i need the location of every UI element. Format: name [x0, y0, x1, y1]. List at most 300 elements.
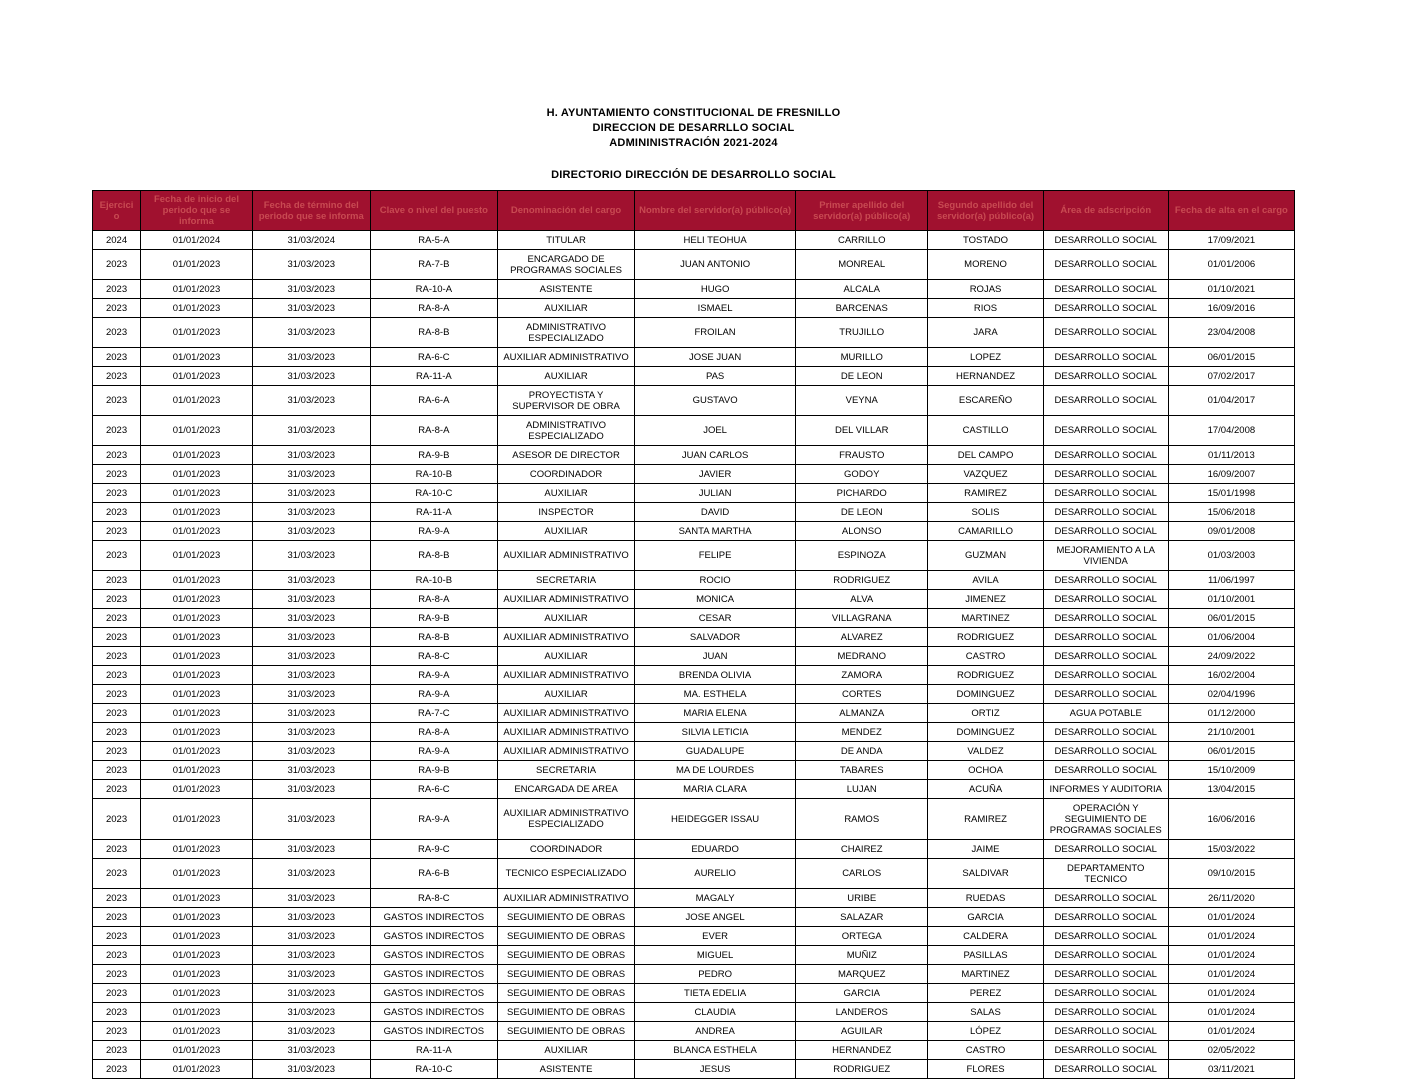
cell: 2023 [93, 318, 141, 348]
cell: RA-10-B [370, 465, 497, 484]
cell: DE LEON [796, 503, 928, 522]
cell: 01/01/2023 [141, 965, 253, 984]
cell: MORENO [928, 250, 1043, 280]
cell: 01/01/2023 [141, 318, 253, 348]
cell: RA-9-A [370, 666, 497, 685]
table-row [93, 503, 1295, 522]
cell: LOPEZ [928, 348, 1043, 367]
cell: ADMINISTRATIVO ESPECIALIZADO [498, 416, 635, 446]
cell: FELIPE [635, 541, 796, 571]
cell: 2023 [93, 666, 141, 685]
cell: RA-10-A [370, 280, 497, 299]
column-header-6: Nombre del servidor(a) público(a) [635, 191, 796, 231]
cell: SEGUIMIENTO DE OBRAS [498, 965, 635, 984]
cell: SECRETARIA [498, 761, 635, 780]
table-row [93, 984, 1295, 1003]
cell: 31/03/2023 [252, 541, 370, 571]
cell: RA-8-B [370, 318, 497, 348]
cell: DESARROLLO SOCIAL [1043, 1060, 1168, 1079]
cell: MONICA [635, 590, 796, 609]
cell: LUJAN [796, 780, 928, 799]
cell: JUAN CARLOS [635, 446, 796, 465]
cell: 01/01/2023 [141, 250, 253, 280]
cell: LANDEROS [796, 1003, 928, 1022]
cell: 2023 [93, 386, 141, 416]
title-line-1: H. AYUNTAMIENTO CONSTITUCIONAL DE FRESNILLO [546, 107, 841, 119]
cell: ASISTENTE [498, 1060, 635, 1079]
cell: DEPARTAMENTO TECNICO [1043, 859, 1168, 889]
cell: RAMIREZ [928, 484, 1043, 503]
cell: 06/01/2015 [1168, 742, 1294, 761]
cell: 2023 [93, 1060, 141, 1079]
cell: 31/03/2023 [252, 1003, 370, 1022]
cell: 2023 [93, 984, 141, 1003]
cell: ROCIO [635, 571, 796, 590]
cell: AUXILIAR [498, 299, 635, 318]
cell: 15/03/2022 [1168, 840, 1294, 859]
cell: GARCIA [928, 908, 1043, 927]
cell: 01/01/2023 [141, 666, 253, 685]
cell: HERNANDEZ [928, 367, 1043, 386]
cell: DESARROLLO SOCIAL [1043, 522, 1168, 541]
cell: AUXILIAR ADMINISTRATIVO [498, 742, 635, 761]
cell: 01/01/2023 [141, 859, 253, 889]
cell: PICHARDO [796, 484, 928, 503]
cell: RODRIGUEZ [796, 1060, 928, 1079]
column-header-5: Denominación del cargo [498, 191, 635, 231]
cell: 31/03/2023 [252, 484, 370, 503]
cell: SEGUIMIENTO DE OBRAS [498, 984, 635, 1003]
cell: AUXILIAR [498, 367, 635, 386]
cell: 2023 [93, 367, 141, 386]
cell: 06/01/2015 [1168, 609, 1294, 628]
cell: 2023 [93, 647, 141, 666]
cell: MENDEZ [796, 723, 928, 742]
cell: 31/03/2023 [252, 609, 370, 628]
cell: 01/01/2006 [1168, 250, 1294, 280]
table-row [93, 1003, 1295, 1022]
cell: 01/01/2024 [141, 231, 253, 250]
cell: DESARROLLO SOCIAL [1043, 231, 1168, 250]
table-row [93, 348, 1295, 367]
cell: 01/01/2023 [141, 628, 253, 647]
cell: 2023 [93, 446, 141, 465]
cell: RA-11-A [370, 1041, 497, 1060]
cell: DESARROLLO SOCIAL [1043, 647, 1168, 666]
cell: ALVA [796, 590, 928, 609]
cell: 2023 [93, 685, 141, 704]
cell: 31/03/2023 [252, 666, 370, 685]
cell: RAMIREZ [928, 799, 1043, 840]
cell: 16/09/2007 [1168, 465, 1294, 484]
cell: MARQUEZ [796, 965, 928, 984]
cell: RA-10-C [370, 1060, 497, 1079]
cell: RA-9-C [370, 840, 497, 859]
cell: 01/01/2023 [141, 742, 253, 761]
table-row [93, 628, 1295, 647]
cell: 31/03/2024 [252, 231, 370, 250]
cell: DESARROLLO SOCIAL [1043, 416, 1168, 446]
cell: MA. ESTHELA [635, 685, 796, 704]
cell: 01/01/2024 [1168, 1022, 1294, 1041]
cell: RA-8-A [370, 590, 497, 609]
cell: 15/10/2009 [1168, 761, 1294, 780]
cell: DESARROLLO SOCIAL [1043, 840, 1168, 859]
cell: DESARROLLO SOCIAL [1043, 386, 1168, 416]
cell: SALAS [928, 1003, 1043, 1022]
cell: 31/03/2023 [252, 465, 370, 484]
cell: DESARROLLO SOCIAL [1043, 367, 1168, 386]
cell: DESARROLLO SOCIAL [1043, 609, 1168, 628]
cell: 2023 [93, 280, 141, 299]
cell: ASESOR DE DIRECTOR [498, 446, 635, 465]
cell: 01/01/2023 [141, 465, 253, 484]
cell: SEGUIMIENTO DE OBRAS [498, 908, 635, 927]
cell: 31/03/2023 [252, 946, 370, 965]
cell: DESARROLLO SOCIAL [1043, 590, 1168, 609]
table-row [93, 666, 1295, 685]
cell: 01/01/2023 [141, 780, 253, 799]
table-row [93, 484, 1295, 503]
cell: 2024 [93, 231, 141, 250]
cell: 24/09/2022 [1168, 647, 1294, 666]
directory-table [92, 190, 1295, 1079]
cell: 31/03/2023 [252, 1041, 370, 1060]
cell: 01/01/2023 [141, 927, 253, 946]
cell: MURILLO [796, 348, 928, 367]
cell: 01/01/2024 [1168, 984, 1294, 1003]
cell: 02/05/2022 [1168, 1041, 1294, 1060]
cell: SEGUIMIENTO DE OBRAS [498, 1003, 635, 1022]
cell: RA-9-A [370, 522, 497, 541]
cell: 2023 [93, 1003, 141, 1022]
table-row [93, 1060, 1295, 1079]
cell: 2023 [93, 299, 141, 318]
cell: DESARROLLO SOCIAL [1043, 742, 1168, 761]
cell: 21/10/2001 [1168, 723, 1294, 742]
table-row [93, 704, 1295, 723]
cell: 2023 [93, 704, 141, 723]
cell: 01/01/2024 [1168, 1003, 1294, 1022]
cell: ACUÑA [928, 780, 1043, 799]
cell: ESCAREÑO [928, 386, 1043, 416]
cell: 01/01/2023 [141, 522, 253, 541]
title-line-2: DIRECCION DE DESARRLLO SOCIAL [592, 122, 795, 134]
cell: 31/03/2023 [252, 250, 370, 280]
cell: 15/01/1998 [1168, 484, 1294, 503]
cell: GUSTAVO [635, 386, 796, 416]
cell: 31/03/2023 [252, 742, 370, 761]
cell: RA-11-A [370, 367, 497, 386]
cell: 01/12/2000 [1168, 704, 1294, 723]
cell: 2023 [93, 946, 141, 965]
cell: 31/03/2023 [252, 348, 370, 367]
cell: 01/01/2023 [141, 367, 253, 386]
cell: 31/03/2023 [252, 723, 370, 742]
cell: DESARROLLO SOCIAL [1043, 984, 1168, 1003]
cell: 31/03/2023 [252, 571, 370, 590]
cell: 31/03/2023 [252, 984, 370, 1003]
cell: AUXILIAR [498, 647, 635, 666]
cell: 2023 [93, 503, 141, 522]
cell: DOMINGUEZ [928, 723, 1043, 742]
cell: AURELIO [635, 859, 796, 889]
cell: AUXILIAR ADMINISTRATIVO [498, 704, 635, 723]
cell: EDUARDO [635, 840, 796, 859]
cell: 01/01/2023 [141, 761, 253, 780]
cell: 2023 [93, 628, 141, 647]
column-header-1: Ejercicio [93, 191, 141, 231]
cell: SALAZAR [796, 908, 928, 927]
cell: CALDERA [928, 927, 1043, 946]
cell: RA-10-C [370, 484, 497, 503]
cell: 31/03/2023 [252, 908, 370, 927]
table-row [93, 522, 1295, 541]
cell: 01/01/2023 [141, 1022, 253, 1041]
cell: 01/01/2023 [141, 723, 253, 742]
table-row [93, 780, 1295, 799]
cell: 15/06/2018 [1168, 503, 1294, 522]
table-row [93, 723, 1295, 742]
cell: AUXILIAR ADMINISTRATIVO [498, 541, 635, 571]
cell: GODOY [796, 465, 928, 484]
table-row [93, 609, 1295, 628]
cell: 31/03/2023 [252, 590, 370, 609]
cell: MUÑIZ [796, 946, 928, 965]
cell: ESPINOZA [796, 541, 928, 571]
cell: 02/04/1996 [1168, 685, 1294, 704]
cell: 2023 [93, 571, 141, 590]
cell: CASTRO [928, 1041, 1043, 1060]
cell: 2023 [93, 609, 141, 628]
document-header [92, 106, 1295, 183]
cell: 31/03/2023 [252, 704, 370, 723]
table-row [93, 250, 1295, 280]
cell: DESARROLLO SOCIAL [1043, 503, 1168, 522]
cell: 03/11/2021 [1168, 1060, 1294, 1079]
cell: JULIAN [635, 484, 796, 503]
cell: ENCARGADO DE PROGRAMAS SOCIALES [498, 250, 635, 280]
cell: 2023 [93, 908, 141, 927]
cell: RODRIGUEZ [928, 628, 1043, 647]
cell: MONREAL [796, 250, 928, 280]
cell: LÓPEZ [928, 1022, 1043, 1041]
cell: JARA [928, 318, 1043, 348]
cell: 09/01/2008 [1168, 522, 1294, 541]
cell: 11/06/1997 [1168, 571, 1294, 590]
cell: AUXILIAR ADMINISTRATIVO [498, 889, 635, 908]
table-row [93, 231, 1295, 250]
table-row [93, 1041, 1295, 1060]
cell: JOSE JUAN [635, 348, 796, 367]
cell: DESARROLLO SOCIAL [1043, 250, 1168, 280]
cell: 06/01/2015 [1168, 348, 1294, 367]
cell: AUXILIAR ADMINISTRATIVO ESPECIALIZADO [498, 799, 635, 840]
table-row [93, 318, 1295, 348]
cell: 31/03/2023 [252, 647, 370, 666]
cell: RA-6-B [370, 859, 497, 889]
cell: 01/01/2023 [141, 503, 253, 522]
cell: GUZMAN [928, 541, 1043, 571]
cell: AGUA POTABLE [1043, 704, 1168, 723]
cell: VEYNA [796, 386, 928, 416]
cell: 31/03/2023 [252, 761, 370, 780]
cell: 01/01/2024 [1168, 965, 1294, 984]
cell: DESARROLLO SOCIAL [1043, 280, 1168, 299]
cell: RODRIGUEZ [928, 666, 1043, 685]
cell: MA DE LOURDES [635, 761, 796, 780]
column-header-2: Fecha de inicio del periodo que se informa [141, 191, 253, 231]
cell: RA-7-C [370, 704, 497, 723]
cell: SEGUIMIENTO DE OBRAS [498, 927, 635, 946]
cell: SALVADOR [635, 628, 796, 647]
cell: 2023 [93, 1041, 141, 1060]
cell: 01/01/2023 [141, 386, 253, 416]
cell: BARCENAS [796, 299, 928, 318]
cell: JIMENEZ [928, 590, 1043, 609]
cell: 01/01/2023 [141, 299, 253, 318]
cell: AUXILIAR [498, 609, 635, 628]
table-row [93, 742, 1295, 761]
cell: ANDREA [635, 1022, 796, 1041]
cell: COORDINADOR [498, 465, 635, 484]
cell: 01/10/2021 [1168, 280, 1294, 299]
table-row [93, 908, 1295, 927]
cell: AUXILIAR ADMINISTRATIVO [498, 628, 635, 647]
cell: INFORMES Y AUDITORIA [1043, 780, 1168, 799]
cell: 31/03/2023 [252, 386, 370, 416]
cell: RA-8-A [370, 299, 497, 318]
cell: 01/01/2023 [141, 590, 253, 609]
cell: ALMANZA [796, 704, 928, 723]
column-header-3: Fecha de término del periodo que se informa [252, 191, 370, 231]
cell: 31/03/2023 [252, 859, 370, 889]
cell: HEIDEGGER ISSAU [635, 799, 796, 840]
table-row [93, 446, 1295, 465]
cell: RA-8-A [370, 723, 497, 742]
cell: 01/01/2024 [1168, 946, 1294, 965]
cell: JAIME [928, 840, 1043, 859]
cell: 23/04/2008 [1168, 318, 1294, 348]
cell: 16/06/2016 [1168, 799, 1294, 840]
cell: 2023 [93, 416, 141, 446]
table-row [93, 1022, 1295, 1041]
cell: DESARROLLO SOCIAL [1043, 965, 1168, 984]
cell: 2023 [93, 484, 141, 503]
cell: PEREZ [928, 984, 1043, 1003]
column-header-9: Área de adscripción [1043, 191, 1168, 231]
cell: 01/01/2023 [141, 609, 253, 628]
cell: MEDRANO [796, 647, 928, 666]
cell: HERNANDEZ [796, 1041, 928, 1060]
cell: 16/02/2004 [1168, 666, 1294, 685]
cell: RA-9-B [370, 609, 497, 628]
cell: ISMAEL [635, 299, 796, 318]
table-row [93, 416, 1295, 446]
cell: GASTOS INDIRECTOS [370, 1022, 497, 1041]
cell: TIETA EDELIA [635, 984, 796, 1003]
cell: 31/03/2023 [252, 889, 370, 908]
cell: 31/03/2023 [252, 965, 370, 984]
cell: ORTIZ [928, 704, 1043, 723]
cell: 01/01/2023 [141, 1060, 253, 1079]
cell: 2023 [93, 348, 141, 367]
cell: 31/03/2023 [252, 1022, 370, 1041]
cell: MIGUEL [635, 946, 796, 965]
cell: 17/04/2008 [1168, 416, 1294, 446]
cell: 2023 [93, 761, 141, 780]
cell: FROILAN [635, 318, 796, 348]
cell: OCHOA [928, 761, 1043, 780]
cell: VAZQUEZ [928, 465, 1043, 484]
cell: 01/01/2024 [1168, 927, 1294, 946]
table-row [93, 799, 1295, 840]
table-row [93, 386, 1295, 416]
cell: DE ANDA [796, 742, 928, 761]
cell: SECRETARIA [498, 571, 635, 590]
cell: RA-5-A [370, 231, 497, 250]
cell: TOSTADO [928, 231, 1043, 250]
cell: COORDINADOR [498, 840, 635, 859]
cell: 31/03/2023 [252, 1060, 370, 1079]
cell: RA-11-A [370, 503, 497, 522]
cell: 01/01/2023 [141, 685, 253, 704]
cell: DESARROLLO SOCIAL [1043, 318, 1168, 348]
cell: GARCIA [796, 984, 928, 1003]
cell: DEL VILLAR [796, 416, 928, 446]
cell: BRENDA OLIVIA [635, 666, 796, 685]
cell: 31/03/2023 [252, 318, 370, 348]
cell: 2023 [93, 840, 141, 859]
cell: CARRILLO [796, 231, 928, 250]
cell: JOEL [635, 416, 796, 446]
cell: 2023 [93, 465, 141, 484]
cell: 31/03/2023 [252, 522, 370, 541]
cell: PROYECTISTA Y SUPERVISOR DE OBRA [498, 386, 635, 416]
cell: 31/03/2023 [252, 280, 370, 299]
cell: 01/01/2023 [141, 280, 253, 299]
cell: 13/04/2015 [1168, 780, 1294, 799]
cell: JOSE ANGEL [635, 908, 796, 927]
cell: PAS [635, 367, 796, 386]
cell: CHAIREZ [796, 840, 928, 859]
cell: 31/03/2023 [252, 685, 370, 704]
cell: VALDEZ [928, 742, 1043, 761]
cell: DAVID [635, 503, 796, 522]
cell: GUADALUPE [635, 742, 796, 761]
directory-title: DIRECTORIO DIRECCIÓN DE DESARROLLO SOCIAL [551, 169, 836, 181]
cell: INSPECTOR [498, 503, 635, 522]
cell: ALVAREZ [796, 628, 928, 647]
table-row [93, 965, 1295, 984]
table-row [93, 367, 1295, 386]
cell: OPERACIÓN Y SEGUIMIENTO DE PROGRAMAS SOCIALES [1043, 799, 1168, 840]
table-row [93, 571, 1295, 590]
cell: MARIA CLARA [635, 780, 796, 799]
cell: RA-9-A [370, 742, 497, 761]
cell: AUXILIAR [498, 1041, 635, 1060]
cell: JUAN ANTONIO [635, 250, 796, 280]
cell: RA-8-C [370, 889, 497, 908]
cell: AGUILAR [796, 1022, 928, 1041]
cell: DESARROLLO SOCIAL [1043, 465, 1168, 484]
cell: 01/01/2023 [141, 946, 253, 965]
table-row [93, 927, 1295, 946]
cell: 16/09/2016 [1168, 299, 1294, 318]
cell: RA-6-C [370, 780, 497, 799]
cell: 01/01/2024 [1168, 908, 1294, 927]
cell: RA-8-C [370, 647, 497, 666]
